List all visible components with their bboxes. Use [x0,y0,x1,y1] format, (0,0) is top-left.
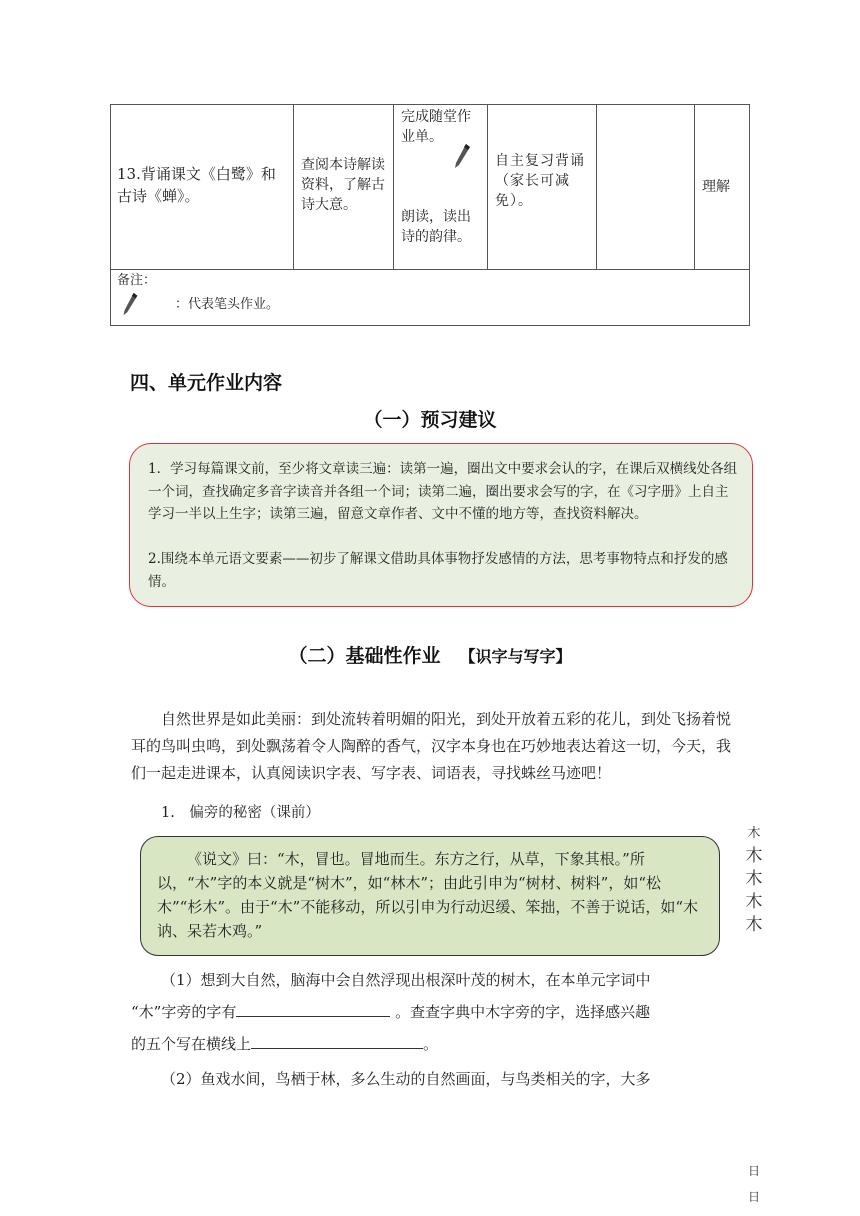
level-cell: 理解 [702,179,730,195]
preview-title: （一）预习建议 [363,409,497,431]
glyph-evolution-column [742,822,766,937]
pen-icon [453,143,471,173]
table-divider [393,105,394,269]
quote-text: 《说文》曰：“木，冒也。冒地而生。东方之行，从草，下象其根。”所以，“木”字的本义就是“树木”，如“林木”；由此引申为“树材、树料”，如“松木”“杉木”。由于“木”不能移动，所以引申为行动迟缓、笨拙，不善于说话，如“木讷、呆若木鸡。” [157,850,699,940]
table-divider [111,269,749,270]
glyph: 木 [747,826,761,841]
glyph-bottom-column [744,1158,764,1210]
glyph: 木 [745,915,763,935]
note-label: 备注： [117,273,157,288]
answer-line[interactable] [251,1032,423,1049]
note-text: ：代表笔头作业。 [175,297,280,312]
home-cell: 自主复习背诵（家长可减免）。 [495,153,585,209]
class-cell-bottom: 朗读，读出诗的韵律。 [401,209,471,245]
class-cell-top: 完成随堂作业单。 [401,109,471,145]
table-divider [487,105,488,269]
section-title: 四、单元作业内容 [130,372,283,394]
intro-paragraph: 自然世界是如此美丽：到处流转着明媚的阳光，到处开放着五彩的花儿，到处飞扬着悦耳的鸟叫虫鸣，到处飘荡着令人陶醉的香气，汉字本身也在巧妙地表达着这一切，今天，我们一起走进课本，认真阅读识字表、写字表、词语表，寻找蛛丝马迹吧！ [131,710,732,782]
pen-icon [121,292,139,320]
glyph: 木 [745,892,763,912]
table-divider [596,105,597,269]
homework-table [110,104,750,326]
quote-box [140,836,720,956]
sub-question-1: （1）想到大自然，脑海中会自然浮现出根深叶茂的树木，在本单元字词中 “木”字旁的字有 。查查字典中木字旁的字，选择感兴趣 的五个写在横线上 。 [131,971,651,1053]
table-divider [694,105,695,269]
basic-heading [0,641,860,668]
glyph: 日 [747,1164,760,1178]
glyph: 木 [745,869,763,889]
glyph: 日 [747,1190,760,1204]
question-1-title: 1. 偏旁的秘密（课前） [161,805,320,821]
prep-cell: 查阅本诗解读资料，了解古诗大意。 [301,157,385,213]
glyph: 木 [745,846,763,866]
task-cell: 13.背诵课文《白鹭》和古诗《蝉》。 [117,165,276,205]
basic-title: （二）基础性作业 [288,645,441,667]
preview-item-1: 1．学习每篇课文前，至少将文章读三遍：读第一遍，圈出文中要求会认的字，在课后双横线处各组一个词，查找确定多音字读音并各组一个词；读第二遍，圈出要求会写的字，在《习字册》上自主学习一半以上生字；读第三遍，留意文章作者、文中不懂的地方等，查找资料解决。 [148,461,738,522]
preview-box [129,443,753,607]
preview-item-2: 2.围绕本单元语文要素——初步了解课文借助具体事物抒发感情的方法，思考事物特点和抒发的感情。 [148,551,728,590]
basic-tag: 【识字与写字】 [459,647,572,666]
table-divider [293,105,294,269]
answer-line[interactable] [236,1000,390,1017]
sub-question-2: （2）鱼戏水间，鸟栖于林，多么生动的自然画面，与鸟类相关的字，大多 [161,1070,651,1088]
